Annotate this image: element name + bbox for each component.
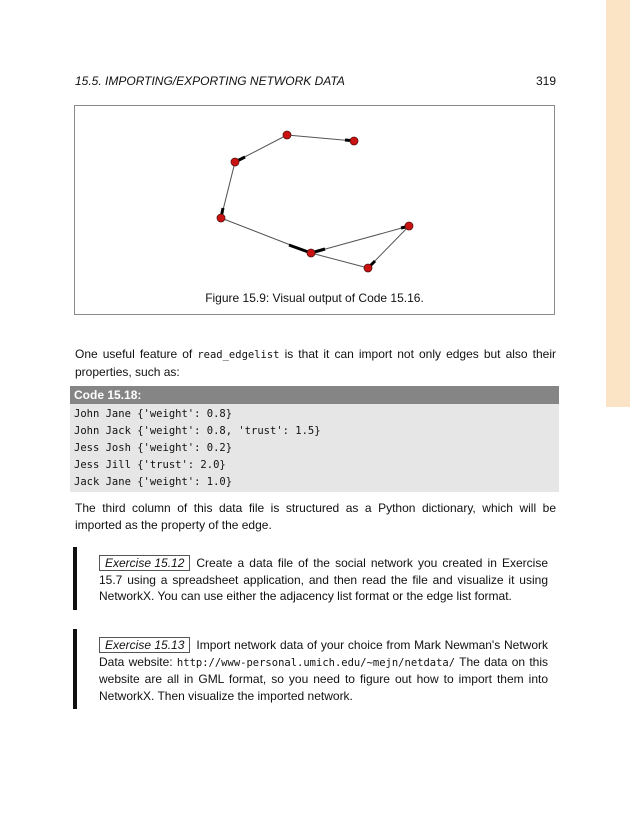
exercise-15-13 [73,629,556,709]
section-title: 15.5. IMPORTING/EXPORTING NETWORK DATA [75,74,345,88]
exercise-text-before: Import network data of your choice from Mark Newman's Network Data website: [99,638,548,669]
code-block [70,404,559,492]
page-number: 319 [535,74,556,88]
running-head [75,74,556,90]
code-line: Jack Jane {'weight': 1.0} [74,476,233,488]
paragraph-dictionary: The third column of this data file is structured as a Python dictionary, which will be imported as the property of the edge. [75,501,556,532]
exercise-15-12 [73,547,556,610]
paragraph-intro-after: is that it can import not only edges but also their properties, such as: [75,347,556,379]
graph-node [283,131,291,139]
graph-edge [311,226,409,253]
figure [74,105,555,315]
code-line: Jess Jill {'trust': 2.0} [74,459,226,471]
graph-node [217,214,225,222]
graph-node [350,137,358,145]
exercise-label: Exercise 15.12 [99,555,190,571]
netdata-url: http://www-personal.umich.edu/~mejn/netdata/ [176,656,456,669]
graph-edge [311,253,368,268]
graph-node [405,222,413,230]
exercise-label: Exercise 15.13 [99,637,190,653]
inline-code-read-edgelist: read_edgelist [197,349,280,361]
paragraph-intro [75,346,556,381]
graph-node [364,264,372,272]
graph-edges [221,135,409,268]
code-line: John Jane {'weight': 0.8} [74,408,233,420]
code-line: John Jack {'weight': 0.8, 'trust': 1.5} [74,425,321,437]
graph-edge-arrowheads [221,140,410,268]
graph-edge [287,135,354,141]
network-graph [75,106,554,286]
exercise-text-after: The data on this website are all in GML format, so you need to figure out how to import them into NetworkX. Then visualize the imported network. [99,654,548,703]
code-block-title: Code 15.18: [70,386,559,404]
exercise-text: Create a data file of the social network you created in Exercise 15.7 using a spreadsheet application, and then read the file and visualize it using NetworkX. You can use either the adjacency list format or the edge list format. [99,556,548,603]
side-tab [606,0,630,407]
code-line: Jess Josh {'weight': 0.2} [74,442,233,454]
graph-node [231,158,239,166]
figure-caption: Figure 15.9: Visual output of Code 15.16. [205,291,424,305]
graph-node [307,249,315,257]
paragraph-intro-before: One useful feature of [75,347,198,361]
